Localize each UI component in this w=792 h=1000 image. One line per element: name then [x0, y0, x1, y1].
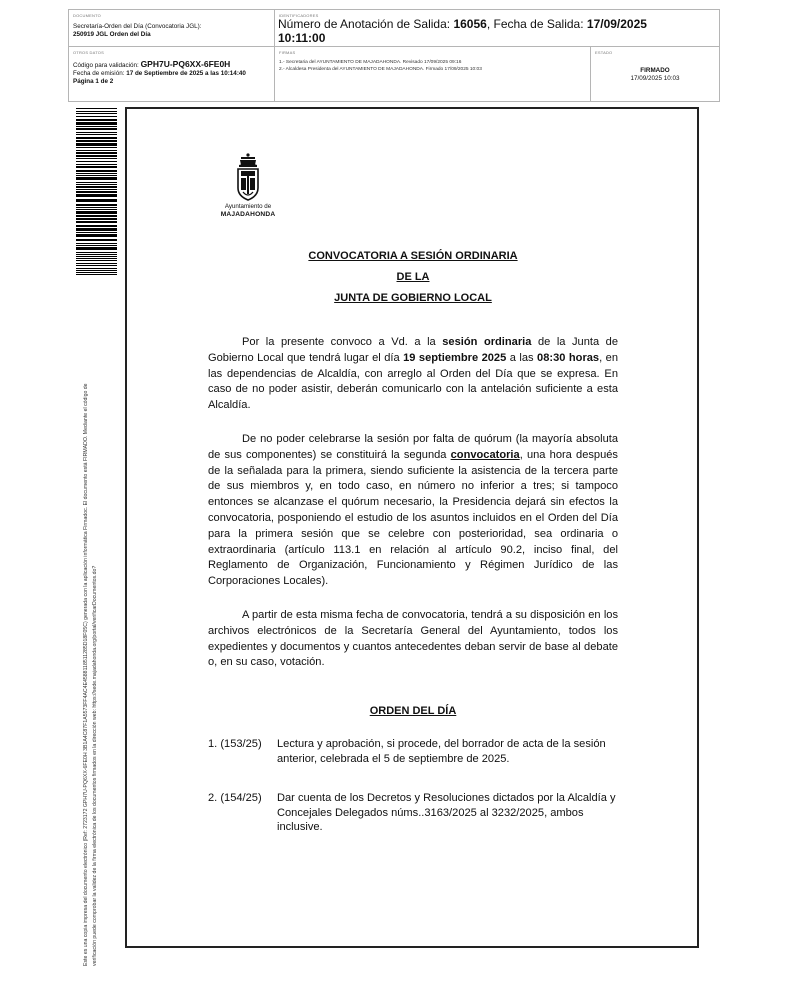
title-junta: JUNTA DE GOBIERNO LOCAL	[334, 292, 492, 304]
agenda-item-number: 1. (153/25)	[208, 738, 262, 750]
identificadores-caption: IDENTIFICADORES	[279, 13, 319, 18]
paragraph-disposicion: A partir de esta misma fecha de convocatoria, tendrá a su disposición en los archivos electrónicos de la Secretaría General del Ayuntamiento, todos los expedientes y documentos y cuantos antecedentes deban servir de base al debate o, en su caso, votación.	[208, 609, 618, 669]
logo-text-majadahonda: MAJADAHONDA	[220, 211, 276, 218]
title-convocatoria: CONVOCATORIA A SESIÓN ORDINARIA	[308, 250, 518, 262]
header-documento-cell	[69, 10, 275, 47]
agenda-item-number: 2. (154/25)	[208, 792, 262, 804]
agenda-item-text: Lectura y aprobación, si procede, del borrador de acta de la sesión anterior, celebrada el 5 de septiembre de 2025.	[277, 738, 606, 765]
firmas-caption: FIRMAS	[279, 50, 296, 55]
side-text-line1: Este es una copia impresa del documento electrónico (Ref: 2723172 GPH7U-PQ6XX-6FE0H 3B1A4C87F1A5573FF4AC4E4588118511285D18F05C) generada con la aplicación informática Firmadoc. El documento está FIRMADO. Mediante el código de	[83, 383, 89, 966]
document-header	[68, 9, 720, 102]
estado-caption: ESTADO	[595, 50, 613, 55]
firma-2: 2.- Alcaldesa Presidenta del AYUNTAMIENTO DE MAJADAHONDA. Firmado 17/09/2025 10:03	[279, 67, 482, 72]
firma-1: 1.- Secretaria del AYUNTAMIENTO DE MAJADAHONDA. Revisado 17/09/2025 09:16	[279, 60, 462, 65]
side-text-line2: verificación puede comprobar la validez de la firma electrónica de los documentos firmados en la dirección web: https://sede.majadahonda.org/portal/verificarDocumentos.do?	[91, 565, 98, 966]
documento-line1: Secretaría-Orden del Día (Convocatoria JGL):	[73, 23, 202, 30]
title-de-la: DE LA	[396, 271, 430, 283]
documento-line2: 250919 JGL Orden del Día	[73, 31, 151, 38]
header-firmas-cell	[275, 47, 591, 101]
anotacion-salida: Número de Anotación de Salida: 16056, Fecha de Salida: 17/09/2025 10:11:00	[278, 17, 647, 45]
header-otros-datos-cell	[69, 47, 275, 101]
documento-caption: DOCUMENTO	[73, 13, 101, 18]
header-estado-cell	[591, 47, 719, 101]
codigo-validacion: Código para validación: GPH7U-PQ6XX-6FE0H	[73, 59, 231, 69]
logo-text-ayuntamiento: Ayuntamiento de	[224, 203, 272, 210]
fecha-emision: Fecha de emisión: 17 de Septiembre de 2025 a las 10:14:40	[73, 70, 246, 77]
paragraph-quorum: De no poder celebrarse la sesión por falta de quórum (la mayoría absoluta de sus componentes) se constituirá la segunda convocatoria, una hora después de la señalada para la primera, siendo suficiente la asistencia de la tercera parte de sus miembros y, en todo caso, en número no inferior a tres; si tampoco entonces se alcanzase el quórum necesario, la Presidencia dejará sin efectos la convocatoria, posponiendo el estudio de los asuntos incluidos en el Orden del Día para la primera sesión que se celebre con posterioridad, sea ordinaria o extraordinaria (artículo 113.1 en relación al artículo 90.2, inciso final, del Reglamento de Organización, Funcionamiento y Régimen Jurídico de las Corporaciones Locales).	[208, 433, 618, 588]
side-verification-text	[82, 304, 99, 966]
agenda-item-text: Dar cuenta de los Decretos y Resoluciones dictados por la Alcaldía y Concejales Delegados núms..3163/2025 al 3232/2025, ambos inclusive.	[277, 792, 616, 833]
pagina-indicator: Página 1 de 2	[73, 78, 114, 85]
otros-datos-caption: OTROS DATOS	[73, 50, 104, 55]
barcode-image	[76, 108, 117, 275]
orden-del-dia-heading: ORDEN DEL DÍA	[369, 705, 457, 717]
paragraph-convocatoria: Por la presente convoco a Vd. a la sesión ordinaria de la Junta de Gobierno Local que tendrá lugar el día 19 septiembre 2025 a las 08:30 horas, en las dependencias de Alcaldía, con arreglo al Orden del Día que se expresa. En caso de no poder asistir, deberán comunicarlo con la antelación suficiente a esta Alcaldía.	[208, 336, 618, 412]
estado-status: FIRMADO	[640, 67, 670, 74]
estado-fecha: 17/09/2025 10:03	[630, 75, 680, 82]
header-identificadores-cell	[275, 10, 719, 47]
